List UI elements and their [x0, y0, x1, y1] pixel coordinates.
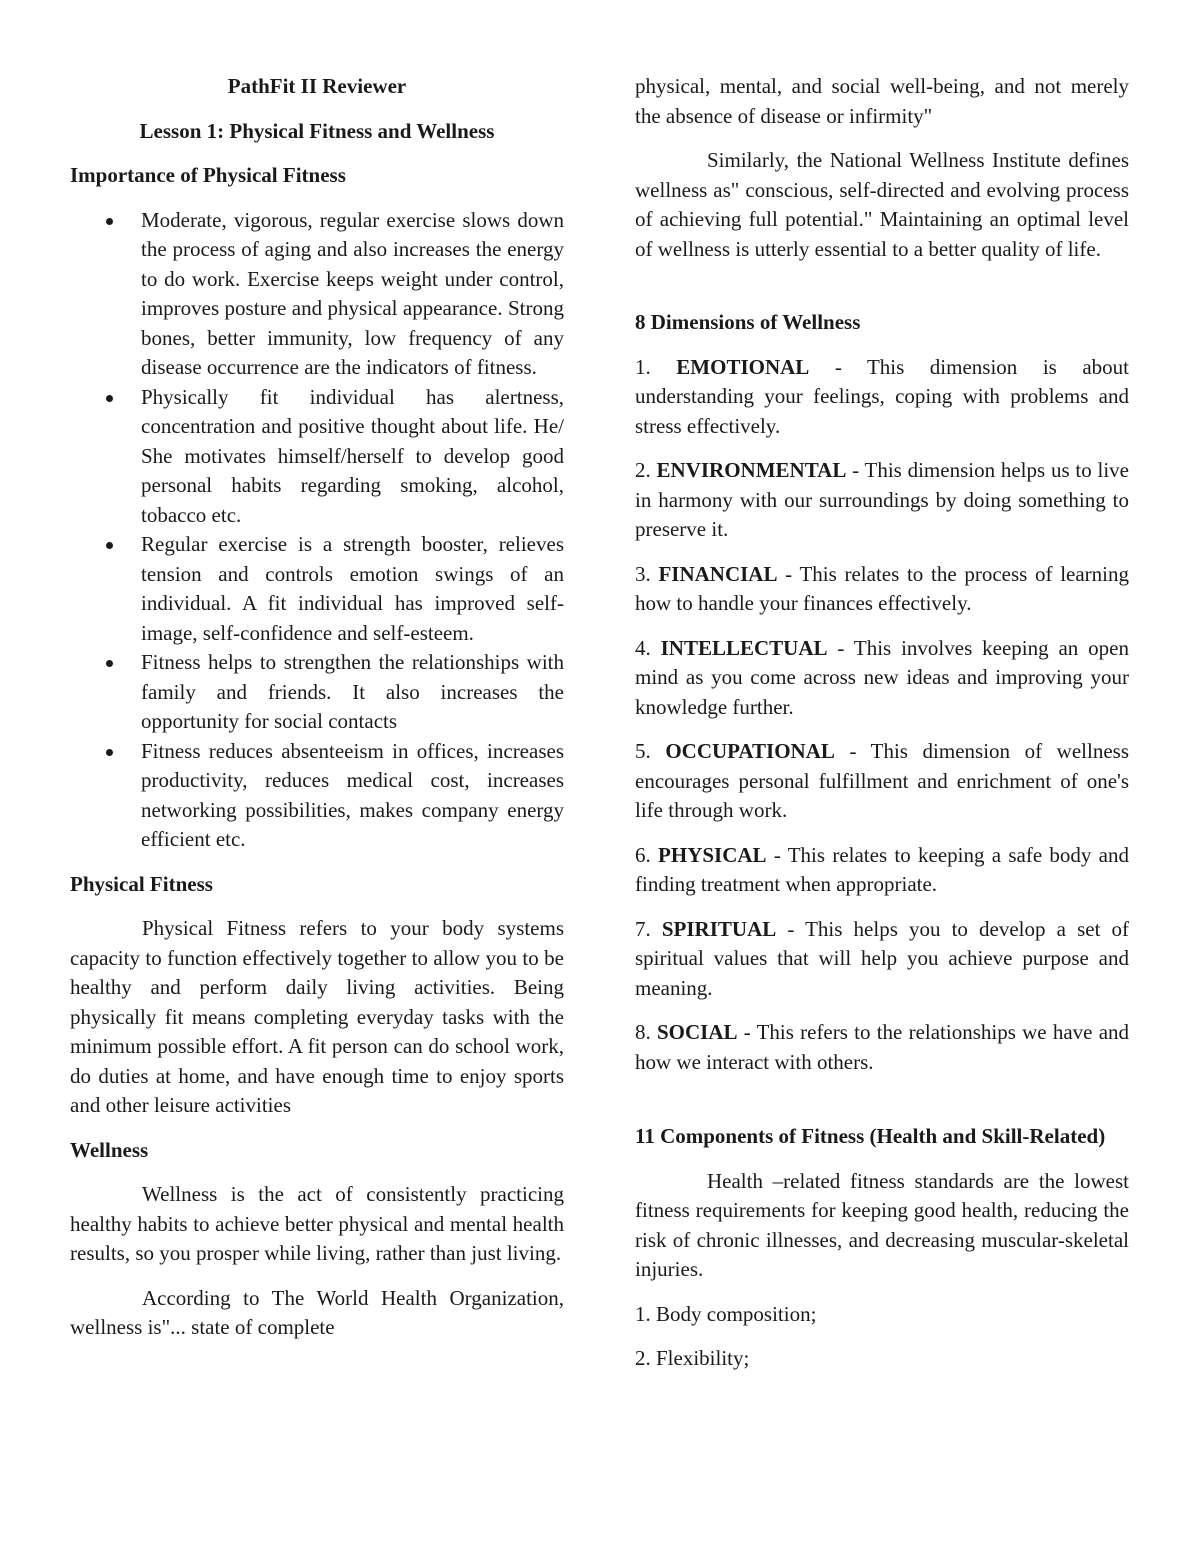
list-item — [70, 737, 564, 855]
dimension-text: - This dimension of wellness encourages personal fulfillment and enrichment of one's life through work. — [635, 739, 1130, 822]
dimension-name: INTELLECTUAL — [660, 635, 828, 660]
dimension-number: 7. — [635, 916, 651, 941]
list-item — [70, 383, 564, 531]
list-item-text: Regular exercise is a strength booster, relieves tension and controls emotion swings of an individual. A fit individual has improved self-image, self-confidence and self-esteem. — [141, 532, 564, 645]
dimension-text: - This involves keeping an open mind as you come across new ideas and improving your knowledge further. — [635, 635, 1129, 719]
components-heading: 11 Components of Fitness (Health and Skill-Related) — [635, 1124, 1106, 1148]
dimension-name: SOCIAL — [656, 1020, 738, 1044]
list-item: 2. Flexibility; — [635, 1346, 750, 1370]
dimension-text: - This dimension helps us to live in harmony with our surroundings by doing something to preserve it. — [635, 458, 1129, 541]
spacer — [635, 264, 1129, 308]
bullet-icon — [106, 542, 113, 549]
nwi-definition-text: Similarly, the National Wellness Institute defines wellness as" conscious, self-directed and evolving process of achieving full potential." Maintaining an optimal level of wellness is utterly essential to a better quality of life. — [635, 148, 1129, 261]
dimension-name: ENVIRONMENTAL — [656, 458, 847, 482]
list-item — [635, 841, 1129, 900]
dimension-text: - This helps you to develop a set of spiritual values that will help you achieve purpose and meaning. — [635, 916, 1130, 1000]
dimension-text: - This dimension is about understanding your feelings, coping with problems and stress effectively. — [635, 354, 1130, 438]
dimension-number: 4. — [635, 635, 651, 660]
list-item — [70, 530, 564, 648]
dimension-name: PHYSICAL — [658, 842, 767, 867]
list-item — [635, 560, 1129, 619]
list-item — [70, 648, 564, 737]
list-item-text: Fitness reduces absenteeism in offices, increases productivity, reduces medical cost, increases networking possibilities, makes company energy efficient etc. — [141, 738, 564, 851]
wellness-text: Wellness is the act of consistently practicing healthy habits to achieve better physical and mental health results, so you prosper while living, rather than just living. — [70, 1182, 564, 1265]
physical-fitness-text: Physical Fitness refers to your body systems capacity to function effectively together to allow you to be healthy and perform daily living activities. Being physically fit means completing everyday tasks with the minimum possible effort. A fit person can do school work, do duties at home, and have enough time to enjoy sports and other leisure activities — [70, 916, 564, 1117]
dimension-text: - This relates to keeping a safe body and finding treatment when appropriate. — [635, 842, 1129, 896]
list-item — [635, 456, 1129, 545]
dimension-name: EMOTIONAL — [676, 354, 810, 379]
dimension-name: SPIRITUAL — [661, 916, 777, 941]
dimension-number: 6. — [635, 842, 651, 867]
list-item-text: Moderate, vigorous, regular exercise slows down the process of aging and also increases the energy to do work. Exercise keeps weight under control, improves posture and physical appearance. Strong bones, better immunity, low frequency of any disease occurrence are the indicators of fitness. — [141, 207, 564, 379]
list-item: 1. Body composition; — [635, 1301, 817, 1326]
bullet-icon — [106, 660, 113, 667]
dimension-number: 2. — [635, 458, 651, 482]
wellness-heading: Wellness — [70, 1137, 149, 1162]
bullet-icon — [106, 395, 113, 402]
physical-fitness-heading: Physical Fitness — [70, 871, 213, 896]
components-text: Health –related fitness standards are the lowest fitness requirements for keeping good health, reducing the risk of chronic illnesses, and decreasing muscular-skeletal injuries. — [635, 1168, 1129, 1281]
spacer — [635, 1092, 1129, 1122]
bullet-icon — [106, 749, 113, 756]
dimensions-heading: 8 Dimensions of Wellness — [635, 310, 861, 334]
dimension-text: - This relates to the process of learning how to handle your finances effectively. — [635, 561, 1130, 615]
bullet-icon — [106, 218, 113, 225]
who-definition-part1: According to The World Health Organization, wellness is"... state of complete — [70, 1285, 564, 1339]
list-item — [635, 353, 1129, 442]
dimension-name: FINANCIAL — [658, 561, 778, 586]
list-item — [635, 915, 1129, 1004]
list-item — [635, 737, 1129, 826]
list-item-text: Fitness helps to strengthen the relationships with family and friends. It also increases the opportunity for social contacts — [141, 650, 564, 733]
list-item — [70, 206, 564, 383]
importance-list — [70, 206, 564, 855]
list-item — [635, 634, 1129, 723]
dimension-number: 1. — [635, 354, 651, 379]
list-item-text: Physically fit individual has alertness, concentration and positive thought about life. He/ She motivates himself/herself to develop good personal habits regarding smoking, alcohol, tobacco etc. — [141, 384, 564, 527]
who-definition-continued: physical, mental, and social well-being, and not merely the absence of disease or infirmity" — [635, 74, 1129, 128]
right-column — [635, 72, 1129, 1389]
list-item — [635, 1018, 1129, 1077]
left-column — [70, 72, 564, 1343]
importance-heading: Importance of Physical Fitness — [70, 163, 346, 187]
dimension-number: 5. — [635, 739, 651, 763]
who-definition-text — [70, 1284, 564, 1343]
dimension-number: 3. — [635, 561, 651, 586]
dimension-number: 8. — [635, 1020, 651, 1044]
dimension-text: - This refers to the relationships we have and how we interact with others. — [635, 1020, 1130, 1074]
dimensions-list — [635, 353, 1129, 1078]
dimension-name: OCCUPATIONAL — [665, 739, 835, 763]
lesson-title: Lesson 1: Physical Fitness and Wellness — [139, 118, 495, 143]
document-title: PathFit II Reviewer — [227, 74, 407, 98]
